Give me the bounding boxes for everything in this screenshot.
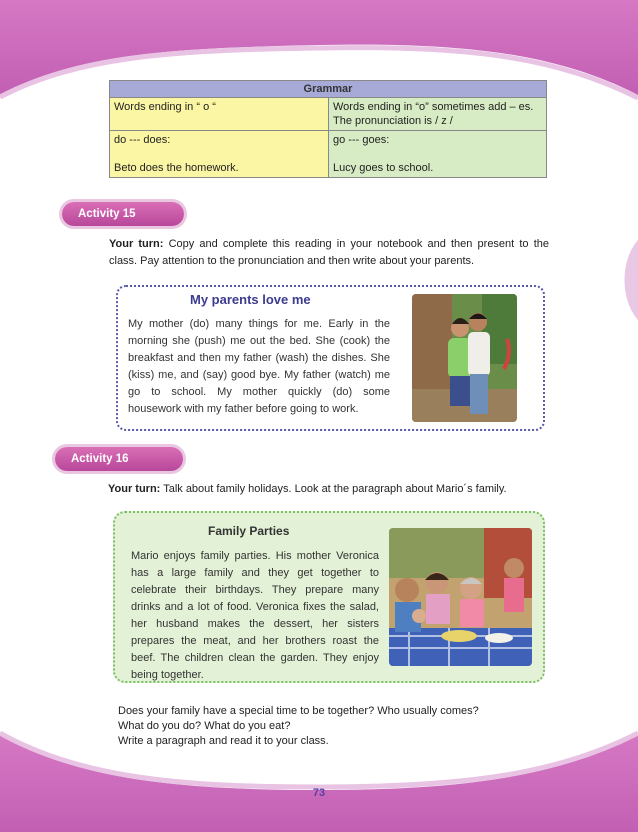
grammar-title: Grammar — [110, 81, 547, 98]
rule-right-line-2: The pronunciation is / z / — [333, 115, 453, 127]
example-left-line-1: do --- does: — [114, 134, 171, 146]
reading-title-family-parties: Family Parties — [208, 524, 290, 538]
grammar-rule-right — [329, 98, 547, 131]
activity-15-instruction — [109, 236, 549, 270]
discussion-questions — [118, 704, 546, 749]
question-1: Does your family have a special time to be together? Who usually comes? — [118, 705, 479, 717]
grammar-example-left — [110, 131, 329, 178]
example-right-line-2: Lucy goes to school. — [333, 162, 434, 174]
grammar-table — [109, 80, 547, 178]
activity-16-instruction — [108, 481, 548, 498]
activity-15-badge: Activity 15 — [62, 202, 184, 226]
your-turn-label: Your turn: — [109, 238, 164, 250]
reading-text-parents: My mother (do) many things for me. Early in the morning she (push) me out the bed. She (cook) the breakfast and then my father (wash) the dishes. She (kiss) me, and (say) good bye. My father (watch) me go to school. My mother quickly (do) some housework with my father before going to work. — [128, 318, 390, 415]
rule-right-line-1: Words ending in “o” sometimes add – es. — [333, 101, 534, 113]
activity-15-instruction-text: Copy and complete this reading in your notebook and then present to the class. Pay attention to the pronunciation and then write about your parents. — [109, 238, 549, 267]
parents-photo — [412, 294, 517, 422]
grammar-example-right — [329, 131, 547, 178]
your-turn-label: Your turn: — [108, 483, 161, 495]
question-3: Write a paragraph and read it to your class. — [118, 735, 329, 747]
activity-16-badge: Activity 16 — [55, 447, 183, 471]
reading-text-family-parties: Mario enjoys family parties. His mother Veronica has a large family and they get together to celebrate their birthdays. They prepare many drinks and a lot of food. Veronica fixes the salad, her husband makes the dessert, her sisters prepares the meat, and her brothers roast the beef. The children clean the garden. They enjoy being together. — [131, 550, 379, 681]
activity-16-instruction-text: Talk about family holidays. Look at the paragraph about Mario´s family. — [160, 483, 507, 495]
example-left-line-2: Beto does the homework. — [114, 162, 239, 174]
example-right-line-1: go --- goes: — [333, 134, 390, 146]
family-party-photo — [389, 528, 532, 666]
reading-title-parents: My parents love me — [190, 292, 311, 307]
rule-left-text: Words ending in “ o “ — [114, 101, 216, 113]
grammar-rule-left — [110, 98, 329, 131]
question-2: What do you do? What do you eat? — [118, 720, 291, 732]
page-number: 73 — [312, 787, 326, 799]
